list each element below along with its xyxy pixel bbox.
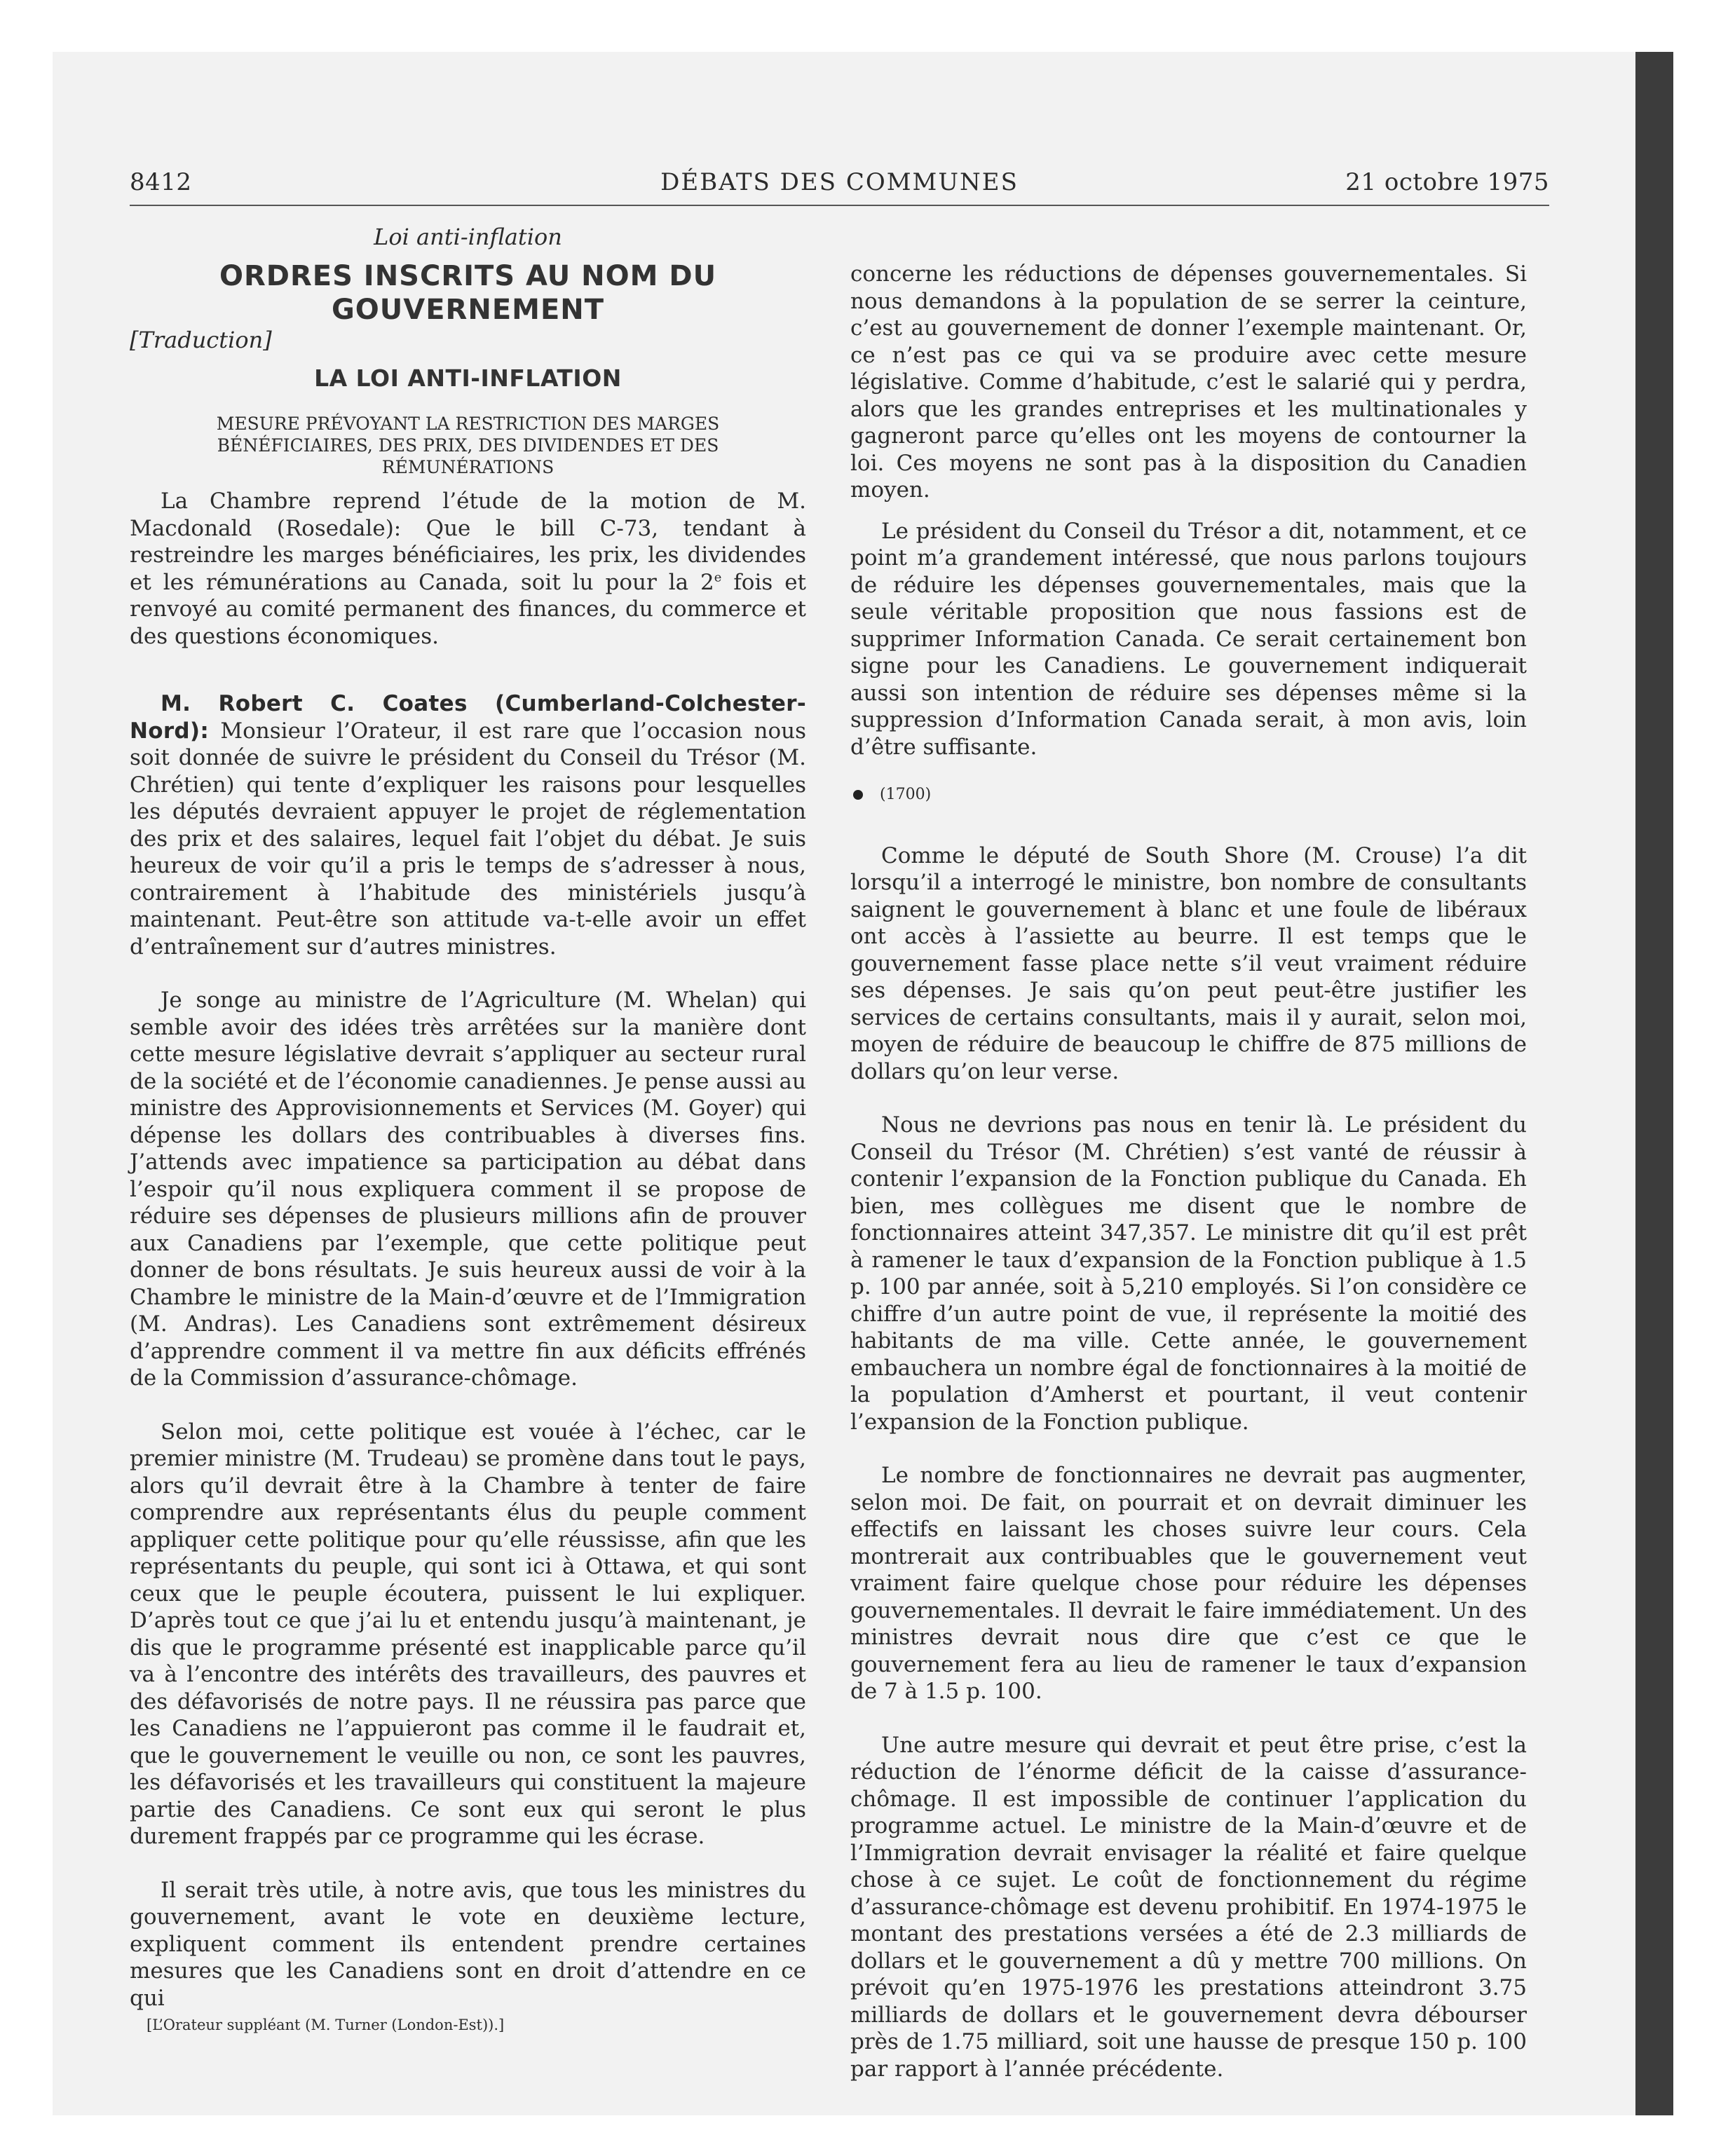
header-date: 21 octobre 1975 — [1345, 168, 1549, 196]
speech-paragraph — [130, 690, 806, 960]
paragraph: Je songe au ministre de l’Agriculture (M. Whelan) qui semble avoir des idées très arrêtées sur la manière dont cette mesure législative devrait s’appliquer au secteur rural de la société et de l’économie canadiennes. Je pense aussi au ministre des Approvisionnements et Services (M. Goyer) qui dépense les dollars des contribuables à diverses fins. J’attends avec impatience sa participation au débat dans l’espoir qu’il nous expliquera comment il se propose de réduire ses dépenses de plusieurs millions afin de prouver aux Canadiens par l’exemple, que cette politique peut donner de bons résultats. Je suis heureux aussi de voir à la Chambre le ministre de la Main-d’œuvre et de l’Immigration (M. Andras). Les Canadiens sont extrêmement désireux d’apprendre comment il va mettre fin aux déficits effrénés de la Commission d’assurance-chômage. — [130, 988, 806, 1391]
orders-heading-line1: ORDRES INSCRITS AU NOM DU — [219, 260, 717, 292]
motion-text-b: fois et renvoyé au comité permanent des finances, du commerce et des questions économiques. — [130, 569, 806, 649]
bullet-icon — [853, 790, 863, 800]
left-column — [130, 223, 806, 2039]
speech-text: Monsieur l’Orateur, il est rare que l’occasion nous soit donnée de suivre le président du Conseil du Trésor (M. Chrétien) qui tente d’expliquer les raisons pour lesquelles les députés devraient appuyer le projet de réglementation des prix et des salaires, lequel fait l’objet du débat. Je suis heureux de voir qu’il a pris le temps de s’adresser à nous, contrairement à l’habitude des ministériels jusqu’à maintenant. Peut-être son attitude va-t-elle avoir un effet d’entraînement sur d’autres ministres. — [130, 718, 807, 960]
paragraph: Nous ne devrions pas nous en tenir là. Le président du Conseil du Trésor (M. Chrétien) s’est vanté de réussir à contenir l’expansion de la Fonction publique du Canada. Eh bien, mes collègues me disent que le nombre de fonctionnaires atteint 347,357. Le ministre dit qu’il est prêt à ramener le taux d’expansion de la Fonction publique à 1.5 p. 100 par année, soit à 5,210 employés. Si l’on considère ce chiffre d’un autre point de vue, il représente la moitié des habitants de ma ville. Cette année, le gouvernement embauchera un nombre égal de fonctionnaires à la moitié de la population d’Amherst et pourtant, il veut contenir l’expansion de la Fonction publique. — [850, 1112, 1527, 1435]
right-column — [850, 261, 1527, 2082]
motion-superscript: e — [714, 570, 722, 585]
law-title: LA LOI ANTI-INFLATION — [314, 364, 622, 392]
orders-heading-line2: GOUVERNEMENT — [331, 294, 605, 326]
measure-subtitle: MESURE PRÉVOYANT LA RESTRICTION DES MARGES BÉNÉFICIAIRES, DES PRIX, DES DIVIDENDES ET DES RÉMUNÉRATIONS — [216, 414, 720, 477]
scan-edge-bar — [1635, 52, 1673, 2115]
paragraph: concerne les réductions de dépenses gouvernementales. Si nous demandons à la population de se serrer la ceinture, c’est au gouvernement de donner l’exemple maintenant. Or, ce n’est pas ce qui va se produire avec cette mesure législative. Comme d’habitude, c’est le salarié qui y perdra, alors que les grandes entreprises et les multinationales y gagneront parce qu’elles ont les moyens de contourner la loi. Ces moyens ne sont pas à la disposition du Canadien moyen. — [850, 261, 1527, 503]
orders-heading — [130, 259, 806, 327]
timestamp: (1700) — [880, 786, 932, 803]
paragraph: Une autre mesure qui devrait et peut être prise, c’est la réduction de l’énorme déficit de la caisse d’assurance-chômage. Il est impossible de continuer l’application du programme actuel. Le ministre de la Main-d’œuvre et de l’Immigration devrait envisager la réalité et faire quelque chose à ce sujet. Le coût de fonctionnement du régime d’assurance-chômage est devenu prohibitif. En 1974-1975 le montant des prestations versées a été de 2.3 milliards de dollars et le gouvernement a dû y mettre 700 millions. On prévoit qu’en 1975-1976 les prestations atteindront 3.75 milliards de dollars et le gouvernement devra débourser près de 1.75 milliard, soit une hausse de presque 150 p. 100 par rapport à l’année précédente. — [850, 1732, 1527, 2082]
running-header — [130, 168, 1549, 206]
timestamp-marker — [850, 782, 1527, 809]
translation-note: [Traduction] — [130, 327, 272, 353]
paragraph: Selon moi, cette politique est vouée à l’échec, car le premier ministre (M. Trudeau) se promène dans tout le pays, alors qu’il devrait être à la Chambre à tenter de faire comprendre aux représentants élus du peuple comment appliquer cette politique pour qu’elle réussisse, afin que les représentants du peuple, qui sont ici à Ottawa, et qui sont ceux que le peuple écoutera, puissent le lui expliquer. D’après tout ce que j’ai lu et entendu jusqu’à maintenant, je dis que le programme présenté est inapplicable parce qu’il va à l’encontre des intérêts des travailleurs, des pauvres et des défavorisés de notre pays. Il ne réussira pas parce que les Canadiens ne l’appuieront pas comme il le faudrait et, que le gouvernement le veuille ou non, ce sont les pauvres, les défavorisés et les travailleurs qui constituent la majeure partie des Canadiens. Ce sont eux qui seront le plus durement frappés par ce programme qui les écrase. — [130, 1419, 806, 1849]
paragraph: Il serait très utile, à notre avis, que tous les ministres du gouvernement, avant le vote en deuxième lecture, expliquent comment ils entendent prendre certaines mesures que les Canadiens sont en droit d’attendre en ce qui — [130, 1877, 806, 2011]
paragraph: Comme le député de South Shore (M. Crouse) l’a dit lorsqu’il a interrogé le ministre, bon nombre de consultants saignent le gouvernement à blanc et une foule de libéraux ont accès à l’assiette au beurre. Il est temps que le gouvernement fasse place nette s’il veut vraiment réduire ses dépenses. Je sais qu’on peut peut-être justifier les services de certains consultants, mais il y aurait, selon moi, moyen de réduire de beaucoup le chiffre de 875 millions de dollars qu’on leur verse. — [850, 842, 1527, 1084]
subject-heading: Loi anti-inflation — [374, 224, 562, 250]
paragraph: Le nombre de fonctionnaires ne devrait pas augmenter, selon moi. De fait, on pourrait et on devrait diminuer les effectifs en laissant les choses suivre leur cours. Cela montrerait aux contribuables que le gouvernement veut vraiment faire quelque chose pour réduire les dépenses gouvernementales. Il devrait le faire immédiatement. Un des ministres devrait nous dire que c’est ce que le gouvernement fera au lieu de ramener le taux d’expansion de 7 à 1.5 p. 100. — [850, 1463, 1527, 1704]
motion-text-a: La Chambre reprend l’étude de la motion de M. Macdonald (Rosedale): Que le bill C-73, tendant à restreindre les marges bénéficiaires, les prix, les dividendes et les rémunérations au Canada, soit lu pour la 2 — [130, 489, 806, 595]
presiding-officer-note: [L’Orateur suppléant (M. Turner (London-Est)).] — [147, 2017, 505, 2033]
motion-paragraph — [130, 488, 806, 650]
page-number: 8412 — [130, 168, 192, 196]
speaker-name: M. Robert C. Coates (Cumberland-Colchester-Nord): — [130, 691, 806, 744]
journal-title: DÉBATS DES COMMUNES — [660, 168, 1019, 196]
paragraph: Le président du Conseil du Trésor a dit, notamment, et ce point m’a grandement intéressé, que nous parlons toujours de réduire les dépenses gouvernementales, mais que la seule véritable proposition que nous fassions est de supprimer Information Canada. Ce serait certainement bon signe pour les Canadiens. Le gouvernement indiquerait aussi son intention de réduire ses dépenses même si la suppression d’Information Canada serait, à mon avis, loin d’être suffisante. — [850, 518, 1527, 760]
